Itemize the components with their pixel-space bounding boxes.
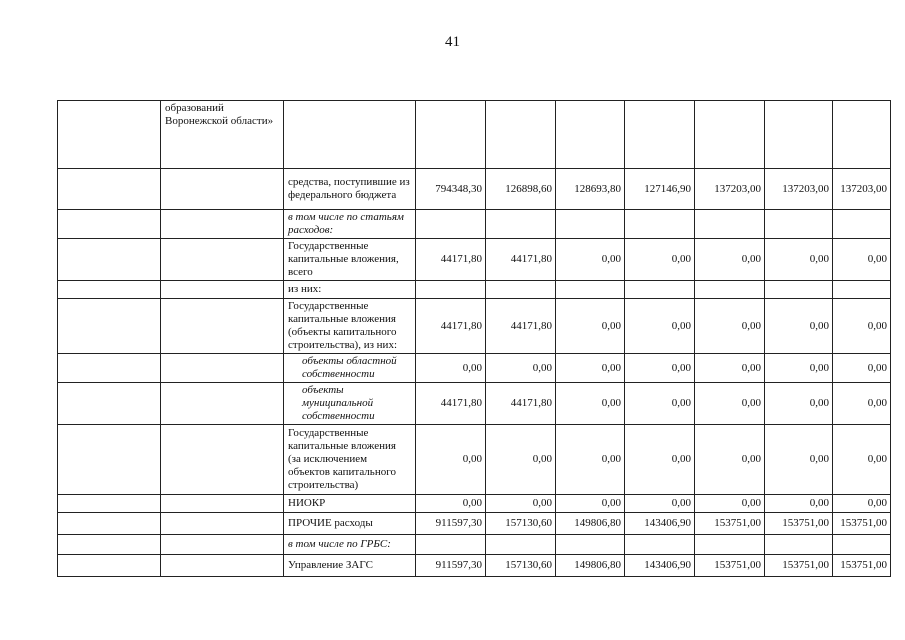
table-cell <box>161 281 284 299</box>
value-cell: 127146,90 <box>625 169 695 210</box>
row-label: ПРОЧИЕ расходы <box>284 513 416 535</box>
value-cell: 0,00 <box>695 495 765 513</box>
row-label: Государственные капитальные вложения (объекты капитального строительства), из них: <box>284 299 416 354</box>
value-cell: 137203,00 <box>833 169 891 210</box>
value-cell: 0,00 <box>556 425 625 495</box>
row-label: в том числе по статьям расходов: <box>284 210 416 239</box>
table-cell <box>58 495 161 513</box>
value-cell: 153751,00 <box>695 555 765 577</box>
value-cell <box>833 210 891 239</box>
value-cell: 0,00 <box>416 495 486 513</box>
value-cell: 0,00 <box>416 354 486 383</box>
table-cell <box>486 101 556 169</box>
table-cell <box>58 281 161 299</box>
value-cell: 153751,00 <box>833 555 891 577</box>
value-cell <box>556 281 625 299</box>
value-cell: 0,00 <box>556 495 625 513</box>
row-label: Государственные капитальные вложения, всего <box>284 239 416 281</box>
value-cell: 0,00 <box>556 239 625 281</box>
table-row <box>58 354 891 383</box>
table-cell <box>58 513 161 535</box>
value-cell: 0,00 <box>695 425 765 495</box>
table-cell <box>161 495 284 513</box>
value-cell: 0,00 <box>556 299 625 354</box>
table-cell <box>58 383 161 425</box>
row-label: в том числе по ГРБС: <box>284 535 416 555</box>
table-cell <box>695 101 765 169</box>
row-label: Управление ЗАГС <box>284 555 416 577</box>
table-row <box>58 299 891 354</box>
value-cell: 0,00 <box>695 383 765 425</box>
value-cell <box>765 535 833 555</box>
value-cell <box>695 281 765 299</box>
value-cell: 0,00 <box>625 425 695 495</box>
value-cell: 157130,60 <box>486 555 556 577</box>
value-cell: 44171,80 <box>486 299 556 354</box>
value-cell: 0,00 <box>765 383 833 425</box>
value-cell: 149806,80 <box>556 555 625 577</box>
table-cell <box>58 169 161 210</box>
value-cell <box>556 535 625 555</box>
value-cell: 0,00 <box>765 239 833 281</box>
value-cell <box>833 535 891 555</box>
value-cell: 0,00 <box>765 299 833 354</box>
row-label: объекты муниципальной собственности <box>284 383 416 425</box>
row-label: Государственные капитальные вложения (за исключением объектов капитального строительства) <box>284 425 416 495</box>
value-cell <box>625 281 695 299</box>
value-cell <box>486 281 556 299</box>
value-cell: 0,00 <box>695 354 765 383</box>
page-number: 41 <box>445 34 460 50</box>
table-cell <box>556 101 625 169</box>
value-cell: 911597,30 <box>416 513 486 535</box>
value-cell: 44171,80 <box>416 299 486 354</box>
value-cell: 0,00 <box>765 495 833 513</box>
value-cell: 44171,80 <box>416 239 486 281</box>
value-cell <box>765 281 833 299</box>
value-cell: 0,00 <box>833 383 891 425</box>
value-cell: 0,00 <box>833 299 891 354</box>
table-cell <box>161 555 284 577</box>
budget-table <box>57 100 891 577</box>
table-cell <box>833 101 891 169</box>
value-cell <box>416 210 486 239</box>
value-cell: 0,00 <box>833 239 891 281</box>
table-cell <box>284 101 416 169</box>
value-cell: 44171,80 <box>486 383 556 425</box>
table-row <box>58 239 891 281</box>
value-cell: 0,00 <box>833 354 891 383</box>
value-cell: 149806,80 <box>556 513 625 535</box>
table-cell <box>161 299 284 354</box>
row-label: объекты областной собственности <box>284 354 416 383</box>
value-cell: 153751,00 <box>695 513 765 535</box>
value-cell: 0,00 <box>765 425 833 495</box>
value-cell: 126898,60 <box>486 169 556 210</box>
value-cell <box>695 210 765 239</box>
table-row <box>58 383 891 425</box>
value-cell <box>765 210 833 239</box>
value-cell: 0,00 <box>625 495 695 513</box>
value-cell: 0,00 <box>486 425 556 495</box>
value-cell: 157130,60 <box>486 513 556 535</box>
value-cell: 0,00 <box>556 354 625 383</box>
value-cell: 137203,00 <box>765 169 833 210</box>
table-row <box>58 555 891 577</box>
table-cell <box>161 425 284 495</box>
table-cell <box>161 535 284 555</box>
value-cell: 911597,30 <box>416 555 486 577</box>
table-row <box>58 210 891 239</box>
value-cell: 137203,00 <box>695 169 765 210</box>
value-cell: 153751,00 <box>833 513 891 535</box>
table-row <box>58 281 891 299</box>
table-cell <box>58 101 161 169</box>
value-cell <box>486 535 556 555</box>
row-label: НИОКР <box>284 495 416 513</box>
value-cell <box>625 210 695 239</box>
table-row <box>58 535 891 555</box>
value-cell <box>416 535 486 555</box>
value-cell: 0,00 <box>556 383 625 425</box>
row-label: из них: <box>284 281 416 299</box>
table-cell <box>416 101 486 169</box>
value-cell <box>833 281 891 299</box>
budget-table-container <box>57 100 891 577</box>
value-cell: 0,00 <box>695 299 765 354</box>
value-cell: 794348,30 <box>416 169 486 210</box>
value-cell: 128693,80 <box>556 169 625 210</box>
program-name-cell: образований Воронежской области» <box>161 101 284 169</box>
value-cell <box>556 210 625 239</box>
value-cell <box>486 210 556 239</box>
value-cell: 0,00 <box>625 299 695 354</box>
table-cell <box>161 169 284 210</box>
value-cell: 44171,80 <box>416 383 486 425</box>
table-cell <box>58 299 161 354</box>
value-cell: 0,00 <box>625 383 695 425</box>
value-cell: 143406,90 <box>625 513 695 535</box>
value-cell: 0,00 <box>625 239 695 281</box>
value-cell: 0,00 <box>695 239 765 281</box>
table-cell <box>625 101 695 169</box>
value-cell: 0,00 <box>486 495 556 513</box>
value-cell: 0,00 <box>765 354 833 383</box>
table-cell <box>161 383 284 425</box>
table-cell <box>58 425 161 495</box>
value-cell: 0,00 <box>625 354 695 383</box>
value-cell: 153751,00 <box>765 555 833 577</box>
value-cell <box>695 535 765 555</box>
table-cell <box>161 354 284 383</box>
value-cell <box>416 281 486 299</box>
value-cell: 0,00 <box>833 425 891 495</box>
table-cell <box>58 555 161 577</box>
table-cell <box>161 239 284 281</box>
row-label: средства, поступившие из федерального бюджета <box>284 169 416 210</box>
value-cell: 44171,80 <box>486 239 556 281</box>
table-cell <box>58 239 161 281</box>
table-row <box>58 169 891 210</box>
table-cell <box>161 210 284 239</box>
table-cell <box>58 354 161 383</box>
value-cell: 0,00 <box>833 495 891 513</box>
table-row <box>58 425 891 495</box>
table-cell <box>58 535 161 555</box>
value-cell: 0,00 <box>416 425 486 495</box>
value-cell: 0,00 <box>486 354 556 383</box>
table-cell <box>161 513 284 535</box>
table-cell <box>58 210 161 239</box>
table-row <box>58 513 891 535</box>
value-cell <box>625 535 695 555</box>
table-cell <box>765 101 833 169</box>
table-row-header-continuation <box>58 101 891 169</box>
value-cell: 143406,90 <box>625 555 695 577</box>
value-cell: 153751,00 <box>765 513 833 535</box>
table-row <box>58 495 891 513</box>
